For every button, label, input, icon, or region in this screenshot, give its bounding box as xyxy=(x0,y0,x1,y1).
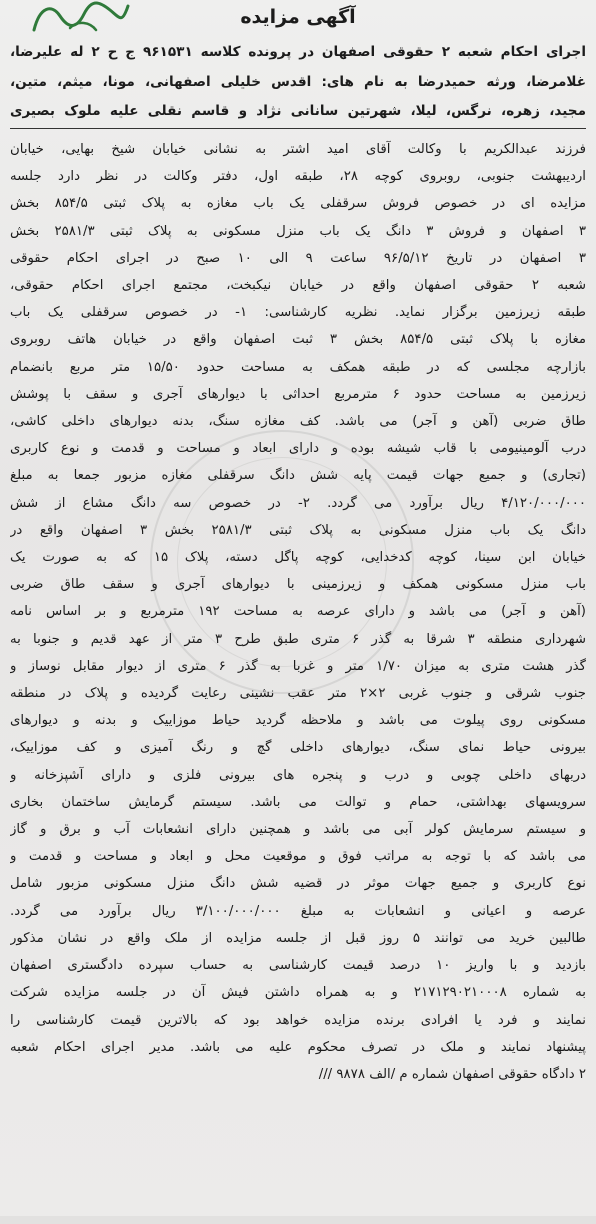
header-line: اجرای احکام شعبه ۲ حقوقی اصفهان در پرونده کلاسه ۹۶۱۵۳۱ ج ح ۲ له علیرضا، xyxy=(10,44,586,60)
body-line: سرویسهای بهداشتی، حمام و توالت می باشد. سیستم گرمایش ساختمان بخاری xyxy=(10,794,586,810)
body-line: (تجاری) و جمیع جهات قیمت پایه شش دانگ سرقفلی مغازه مزبور جمعا به مبلغ xyxy=(10,468,586,484)
body-line: اردیبهشت جنوبی، روبروی کوچه ۲۸، طبقه اول، دفتر وکالت در نظر دارد جلسه xyxy=(10,169,586,185)
body-line: زیرزمین به مساحت حدود ۶ مترمربع احداثی با دیوارهای آجری و سقف با پوشش xyxy=(10,386,586,402)
body-line: بیرونی حیاط نمای سنگ، دیوارهای داخلی گچ و رنگ آمیزی و کف موزاییک، xyxy=(10,740,586,756)
notice-title: آگهی مزایده xyxy=(240,6,356,28)
body-line: نوع کاربری و جمیع جهات موثر در قضیه شش دانگ منزل مسکونی مزبور شامل xyxy=(10,876,586,892)
body-line: مزایده ای در خصوص فروش سرقفلی یک باب مغازه به پلاک ثبتی ۸۵۴/۵ بخش xyxy=(10,196,586,212)
body-line: بازارچه مجلسی که در طبقه همکف به مساحت حدود ۱۵/۵۰ متر مربع بانضمام xyxy=(10,359,586,375)
body-line: نمایند و فرد یا افرادی برنده مزایده خواهد بود که بالاترین قیمت کارشناسی را xyxy=(10,1012,586,1028)
body-line: مغازه با پلاک ثبتی ۸۵۴/۵ بخش ۳ ثبت اصفهان واقع در خیابان هاتف روبروی xyxy=(10,332,586,348)
header-divider xyxy=(10,128,586,129)
body-line: خیابان ابن سینا، کوچه کدخدایی، کوچه پاگل دسته، پلاک ۱۵ که به صورت یک xyxy=(10,550,586,566)
body-line: (آهن و آجر) می باشد و دارای عرصه به مساحت ۱۹۲ مترمربع و بر اساس نامه xyxy=(10,604,586,620)
body-line: طاق ضربی (آهن و آجر) می باشد. کف مغازه سنگ، بدنه دیوارهای داخلی کاشی، xyxy=(10,414,586,430)
notice-body xyxy=(10,136,586,1088)
body-line: شهرداری منطقه ۳ شرقا به گذر ۶ متری طبق طرح ۳ متر از عهد قدیم و جنوبا به xyxy=(10,631,586,647)
body-line: ۳ اصفهان و فروش ۳ دانگ یک باب منزل مسکونی به پلاک ثبتی ۲۵۸۱/۳ بخش xyxy=(10,223,586,239)
notice-header xyxy=(10,38,586,127)
body-line: بازدید و با واریز ۱۰ درصد قیمت کارشناسی به حساب سپرده دادگستری اصفهان xyxy=(10,958,586,974)
body-line: طالبین خرید می توانند ۵ روز قبل از جلسه مزایده از ملک واقع در نشان مذکور xyxy=(10,930,586,946)
body-line: فرزند عبدالکریم با وکالت آقای امید اشتر به نشانی خیابان شیخ بهایی، خیابان xyxy=(10,142,586,157)
body-line: ۴/۱۲۰/۰۰۰/۰۰۰ ریال برآورد می گردد. ۲- در خصوص سه دانگ مشاع از شش xyxy=(10,495,586,511)
body-line: به شماره ۲۱۷۱۲۹۰۲۱۰۰۰۸ و به همراه داشتن فیش آن در جلسه مزایده شرکت xyxy=(10,985,586,1001)
body-line: مسکونی روی پیلوت می باشد و ملاحظه گردید حیاط موزاییک و بدنه و دیوارهای xyxy=(10,713,586,729)
body-line: گذر هشت متری به میزان ۱/۷۰ متر و غربا به گذر ۶ متری از دیوار مقابل نوساز و xyxy=(10,658,586,674)
body-line: دانگ یک باب منزل مسکونی به پلاک ثبتی ۲۵۸۱/۳ بخش ۳ اصفهان واقع در xyxy=(10,522,586,538)
body-line: می باشد که با توجه به مراتب فوق و موقعیت محل و ابعاد و مساحت و قدمت و xyxy=(10,849,586,865)
header-line: غلامرضا، ورثه حمیدرضا به نام های: اقدس خلیلی اصفهانی، مونا، میثم، متین، xyxy=(10,73,586,90)
body-line: شعبه ۲ حقوقی اصفهان واقع در خیابان نیکبخت، مجتمع اجرای احکام حقوقی، xyxy=(10,278,586,294)
header-line: مجید، زهره، نرگس، لیلا، شهرتین سانانی نژاد و قاسم نقلی علیه ملوک بصیری xyxy=(10,103,586,119)
body-line: ۳ اصفهان در تاریخ ۹۶/۵/۱۲ ساعت ۹ الی ۱۰ صبح در اجرای احکام حقوقی xyxy=(10,250,586,266)
body-line: درب آلومینیومی با قاب شیشه بوده و دارای ابعاد و مساحت و قدمت و نوع کاربری xyxy=(10,441,586,457)
body-line: پیشنهاد نمایند و ملک در تصرف محکوم علیه می باشد. مدیر اجرای احکام شعبه xyxy=(10,1039,586,1055)
clipping-bottom-edge xyxy=(0,1216,596,1224)
body-line: دربهای داخلی چوبی و درب و پنجره های بیرونی فلزی و دارای آشپزخانه و xyxy=(10,767,586,783)
signature-line: ۲ دادگاه حقوقی اصفهان شماره م /الف ۹۸۷۸ /// xyxy=(318,1066,586,1082)
body-line: طبقه زیرزمین برگزار نماید. نظریه کارشناسی: ۱- در خصوص سرقفلی یک باب xyxy=(10,305,586,321)
body-line: و سیستم سرمایش کولر آبی می باشد و همچنین دارای انشعابات آب و برق و گاز xyxy=(10,822,586,838)
body-line: عرصه و اعیانی و انشعابات به مبلغ ۳/۱۰۰/۰۰۰/۰۰۰ ریال برآورد می گردد. xyxy=(10,903,586,919)
body-line: جنوب شرقی و جنوب غربی ۲×۲ متر عقب نشینی رعایت گردیده و پلاک در منطقه xyxy=(10,686,586,702)
body-line: باب منزل مسکونی همکف و زیرزمینی با دیوارهای آجری و سقف طاق ضربی xyxy=(10,577,586,593)
